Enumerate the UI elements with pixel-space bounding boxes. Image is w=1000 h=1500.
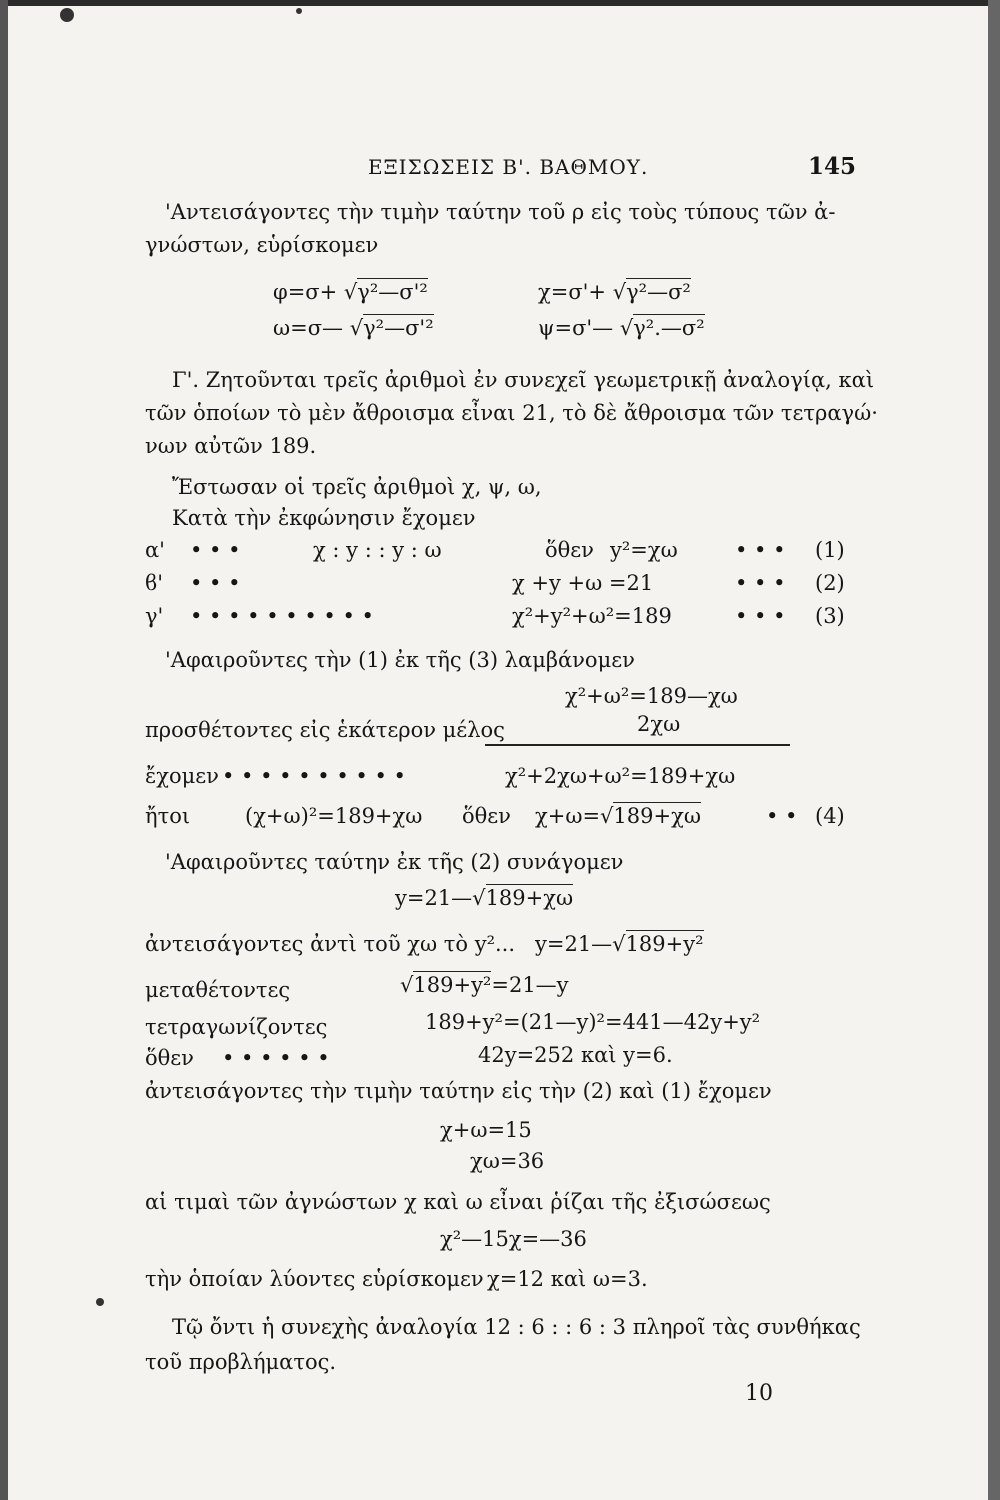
equation-label: γ': [145, 604, 164, 628]
formula-text: ω=σ— √: [273, 316, 364, 340]
leader-dots: • • •: [190, 571, 241, 595]
equation: (χ+ω)²=189+χω: [245, 804, 423, 828]
equation: χ²+ω²=189—χω: [565, 684, 738, 708]
ink-dot: [296, 8, 302, 14]
leader-dots: • • •: [735, 538, 786, 562]
radicand: 189+χω: [485, 886, 574, 910]
equation: χ²+2χω+ω²=189+χω: [505, 764, 736, 788]
text-line: ὅθεν: [145, 1046, 194, 1070]
running-header: ΕΞΙΣΩΣΕΙΣ Β'. ΒΑΘΜΟΥ.: [368, 155, 649, 179]
equation: χ+ω=15: [440, 1118, 532, 1142]
equation: χ²—15χ=—36: [440, 1227, 587, 1251]
equation: 42y=252 καὶ y=6.: [478, 1043, 673, 1067]
problem-line: νων αὐτῶν 189.: [145, 434, 317, 458]
setup-line: Κατὰ τὴν ἐκφώνησιν ἔχομεν: [172, 506, 476, 530]
equation-label: ϐ': [145, 571, 164, 595]
conclusion-line: Τῷ ὄντι ἡ συνεχὴς ἀναλογία 12 : 6 : : 6 : 3 πληροῖ τὰς συνθήκας: [172, 1315, 861, 1339]
equation: χ²+y²+ω²=189: [512, 604, 672, 628]
problem-line: τῶν ὁποίων τὸ μὲν ἄθροισμα εἶναι 21, τὸ δὲ ἄθροισμα τῶν τετραγώ·: [145, 401, 878, 425]
equation: [400, 975, 569, 996]
ink-dot: [96, 1298, 104, 1306]
text-line: ἀντεισάγοντες τὴν τιμὴν ταύτην εἰς τὴν (2) καὶ (1) ἔχομεν: [145, 1079, 772, 1103]
leader-dots: • • • • • •: [222, 1046, 330, 1070]
scan-left-edge: [0, 0, 8, 1500]
text-line: μεταθέτοντες: [145, 978, 291, 1002]
scan-top-edge: [0, 0, 1000, 6]
formula: [538, 318, 705, 339]
text-line: ἤτοι: [145, 804, 191, 828]
text-line: ἀντεισάγοντες ἀντὶ τοῦ χω τὸ y²...: [145, 932, 516, 956]
radicand: γ².—σ²: [633, 316, 705, 340]
conclusion-line: τοῦ προβλήματος.: [145, 1350, 337, 1374]
equation: 189+y²=(21—y)²=441—42y+y²: [425, 1010, 761, 1034]
equation-number: (4): [815, 804, 845, 828]
intro-line: 'Αντεισάγοντες τὴν τιμὴν ταύτην τοῦ ρ εἰς τοὺς τύπους τῶν ἀ-: [165, 200, 836, 224]
page-number: 145: [808, 153, 857, 180]
radicand: γ²—σ²: [626, 280, 691, 304]
radicand: γ²—σ'²: [357, 280, 428, 304]
equation-connector: ὅθεν: [462, 804, 511, 828]
leader-dots: • •: [766, 804, 798, 828]
equation-connector: ὅθεν: [545, 538, 594, 562]
text-line: τὴν ὁποίαν λύοντες εὑρίσκομεν: [145, 1267, 484, 1291]
formula-text: φ=σ+ √: [273, 280, 358, 304]
proportion: χ : y : : y : ω: [313, 538, 442, 562]
formula-text: ψ=σ'— √: [538, 316, 634, 340]
equation-number: (1): [815, 538, 845, 562]
text-line: τετραγωνίζοντες: [145, 1015, 328, 1039]
equation: 2χω: [637, 712, 681, 736]
formula-text: √: [400, 973, 414, 997]
formula-text: y=21—√: [395, 886, 486, 910]
leader-dots: • • •: [735, 571, 786, 595]
intro-line: γνώστων, εὑρίσκομεν: [145, 233, 379, 257]
formula: [273, 318, 434, 339]
equation: y²=χω: [610, 538, 678, 562]
equation: χ=12 καὶ ω=3.: [487, 1267, 648, 1291]
leader-dots: • • • • • • • • • •: [190, 604, 374, 628]
radicand: 189+y²: [625, 932, 704, 956]
equation: [395, 888, 573, 909]
formula-text: χ+ω=√: [535, 804, 614, 828]
formula: [538, 282, 691, 303]
addition-rule: [485, 744, 790, 746]
leader-dots: • • •: [190, 538, 241, 562]
formula-text: χ=σ'+ √: [538, 280, 627, 304]
radicand: 189+y²: [413, 973, 492, 997]
equation-number: (2): [815, 571, 845, 595]
formula: [273, 282, 428, 303]
radicand: γ²—σ'²: [363, 316, 434, 340]
equation-number: (3): [815, 604, 845, 628]
setup-line: Ἔστωσαν οἱ τρεῖς ἀριθμοὶ χ, ψ, ω,: [172, 475, 542, 499]
ink-blot: [60, 8, 74, 22]
formula-text: y=21—√: [535, 932, 626, 956]
leader-dots: • • • • • • • • • •: [222, 764, 406, 788]
problem-line: Γ'. Ζητοῦνται τρεῖς ἀριθμοὶ ἐν συνεχεῖ γεωμετρικῇ ἀναλογίᾳ, καὶ: [172, 368, 875, 392]
equation-label: α': [145, 538, 165, 562]
signature-mark: 10: [745, 1381, 773, 1406]
text-line: 'Αφαιροῦντες ταύτην ἐκ τῆς (2) συνάγομεν: [165, 850, 624, 874]
equation: [535, 934, 704, 955]
equation: [535, 806, 701, 827]
text-line: αἱ τιμαὶ τῶν ἀγνώστων χ καὶ ω εἶναι ῥίζαι τῆς ἐξισώσεως: [145, 1190, 771, 1214]
formula-text: =21—y: [491, 973, 569, 997]
equation: χ +y +ω =21: [512, 571, 654, 595]
leader-dots: • • •: [735, 604, 786, 628]
text-line: 'Αφαιροῦντες τὴν (1) ἐκ τῆς (3) λαμβάνομεν: [165, 648, 635, 672]
equation: χω=36: [470, 1149, 545, 1173]
scan-right-edge: [988, 0, 1000, 1500]
text-line: ἔχομεν: [145, 764, 219, 788]
radicand: 189+χω: [613, 804, 701, 828]
text-line: προσθέτοντες εἰς ἑκάτερον μέλος: [145, 718, 505, 742]
